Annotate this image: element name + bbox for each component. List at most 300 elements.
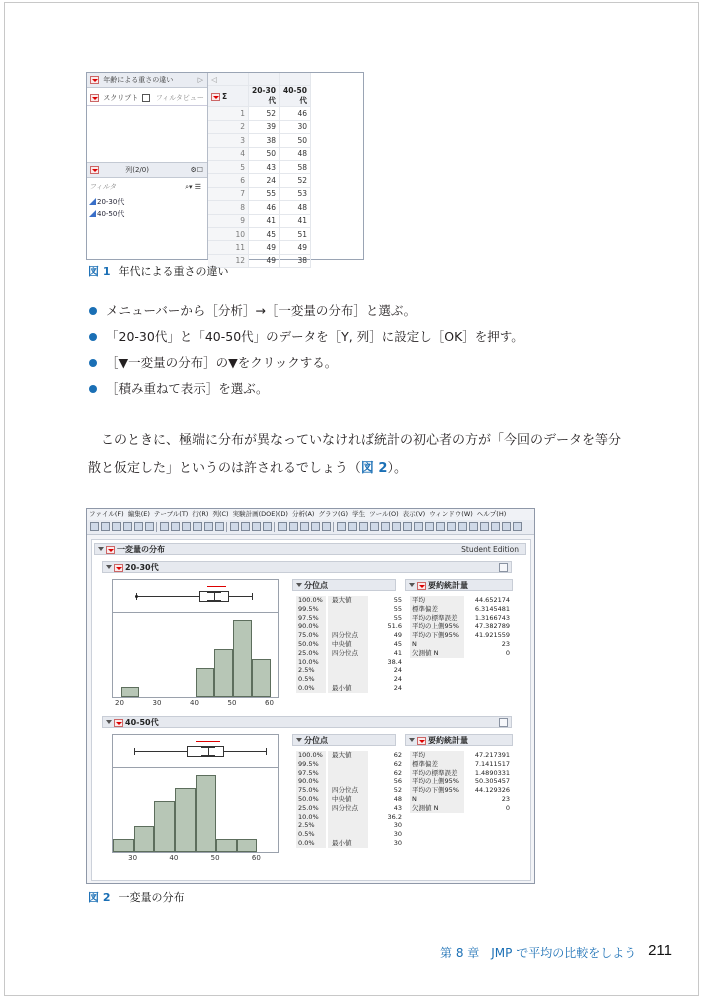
column-header[interactable]: 40-50代 bbox=[280, 86, 311, 107]
cell-shade bbox=[328, 622, 368, 631]
toolbar-tool-icon[interactable] bbox=[215, 522, 224, 531]
red-triangle-icon[interactable] bbox=[417, 737, 426, 745]
red-triangle-icon[interactable] bbox=[106, 546, 115, 554]
outlier-point bbox=[135, 595, 138, 598]
x-tick-label: 60 bbox=[251, 854, 261, 862]
row-number[interactable]: 1 bbox=[208, 107, 249, 120]
search-icon[interactable]: ⌕▾ ☰ bbox=[185, 183, 201, 191]
statistic-label: 平均の標準誤差 bbox=[412, 613, 458, 622]
toolbar-separator bbox=[274, 522, 275, 532]
table-cell[interactable]: 41 bbox=[280, 214, 311, 227]
toolbar-tool-icon[interactable] bbox=[230, 522, 239, 531]
quantile-value: 38.4 bbox=[387, 657, 402, 666]
page-number: 211 bbox=[648, 942, 672, 959]
cell-shade bbox=[328, 614, 368, 623]
data-grid bbox=[208, 73, 363, 266]
column-filter-input[interactable] bbox=[89, 181, 205, 193]
table-cell[interactable]: 49 bbox=[249, 241, 280, 254]
toolbar-tool-icon[interactable] bbox=[359, 522, 368, 531]
filter-placeholder: フィルタ bbox=[89, 183, 117, 191]
toolbar-tool-icon[interactable] bbox=[491, 522, 500, 531]
column-list-item[interactable]: 20-30代 bbox=[89, 197, 124, 207]
quantile-percent: 90.0% bbox=[298, 622, 319, 631]
disclosure-icon[interactable] bbox=[409, 583, 415, 587]
toolbar-tool-icon[interactable] bbox=[90, 522, 99, 531]
quantile-value: 62 bbox=[393, 768, 402, 777]
quantile-percent: 100.0% bbox=[298, 751, 323, 759]
row-number[interactable]: 9 bbox=[208, 214, 249, 227]
toolbar-tool-icon[interactable] bbox=[458, 522, 467, 531]
menu-item[interactable]: 編集(E) bbox=[127, 510, 150, 518]
row-number[interactable]: 12 bbox=[208, 254, 249, 267]
table-cell[interactable]: 41 bbox=[249, 214, 280, 227]
quantile-percent: 0.5% bbox=[298, 675, 315, 684]
quantiles-title: 分位点 bbox=[304, 736, 328, 745]
table-row bbox=[410, 777, 510, 786]
table-row bbox=[296, 830, 402, 839]
section-header[interactable] bbox=[102, 716, 512, 728]
columns-title-bar bbox=[87, 163, 207, 178]
table-row bbox=[410, 786, 510, 795]
table-row bbox=[410, 751, 510, 760]
column-header[interactable]: 20-30代 bbox=[249, 86, 280, 107]
toolbar-tool-icon[interactable] bbox=[480, 522, 489, 531]
toolbar-tool-icon[interactable] bbox=[337, 522, 346, 531]
disclosure-icon[interactable] bbox=[409, 738, 415, 742]
list-item: メニューバーから［分析］→［一変量の分布］と選ぶ。 bbox=[88, 302, 524, 328]
grid-corner[interactable]: ◁ bbox=[208, 73, 249, 86]
table-row bbox=[296, 795, 402, 804]
quantile-value: 51.6 bbox=[387, 622, 402, 631]
table-row bbox=[208, 214, 311, 227]
table-cell[interactable]: 24 bbox=[249, 174, 280, 187]
collapse-arrow-icon[interactable]: ▷ bbox=[197, 76, 203, 84]
red-triangle-icon[interactable] bbox=[114, 719, 123, 727]
quantile-value: 55 bbox=[393, 596, 402, 604]
report-options-icon[interactable] bbox=[499, 718, 508, 727]
statistic-value: 0 bbox=[505, 803, 510, 812]
menu-item[interactable]: 学生 bbox=[352, 510, 366, 518]
checkbox-icon[interactable] bbox=[142, 94, 150, 102]
table-cell[interactable]: 39 bbox=[249, 120, 280, 133]
quantile-value: 30 bbox=[393, 830, 402, 839]
toolbar-tool-icon[interactable] bbox=[348, 522, 357, 531]
toolbar-separator bbox=[333, 522, 334, 532]
row-number[interactable]: 11 bbox=[208, 241, 249, 254]
quantile-percent: 0.0% bbox=[298, 838, 315, 847]
summary-header[interactable] bbox=[405, 734, 513, 746]
menu-item[interactable]: 表示(V) bbox=[402, 510, 426, 518]
summary-table bbox=[410, 751, 510, 813]
cell-shade bbox=[328, 760, 368, 769]
table-row bbox=[410, 760, 510, 769]
quantile-value: 52 bbox=[393, 786, 402, 795]
toolbar-tool-icon[interactable] bbox=[263, 522, 272, 531]
box-whisker bbox=[136, 596, 252, 597]
cell-shade bbox=[328, 813, 368, 822]
table-row bbox=[410, 596, 510, 605]
statistic-label: N bbox=[412, 639, 417, 648]
toolbar-tool-icon[interactable] bbox=[241, 522, 250, 531]
row-number[interactable]: 7 bbox=[208, 187, 249, 200]
x-tick-label: 20 bbox=[115, 699, 124, 707]
column-header-spacer bbox=[249, 73, 280, 86]
toolbar-tool-icon[interactable] bbox=[311, 522, 320, 531]
mean-diamond bbox=[207, 592, 221, 601]
menu-item[interactable]: ヘルプ(H) bbox=[476, 510, 507, 518]
quantile-label: 最小値 bbox=[332, 838, 352, 847]
report-options-icon[interactable] bbox=[499, 563, 508, 572]
toolbar-tool-icon[interactable] bbox=[447, 522, 456, 531]
figure2-screenshot bbox=[86, 508, 535, 884]
column-header-spacer bbox=[280, 73, 311, 86]
table-row bbox=[296, 614, 402, 623]
disclosure-icon[interactable] bbox=[106, 565, 112, 569]
quantile-label: 最大値 bbox=[332, 751, 352, 759]
table-cell[interactable]: 51 bbox=[280, 227, 311, 240]
quantile-label: 四分位点 bbox=[332, 803, 358, 812]
toolbar-tool-icon[interactable] bbox=[403, 522, 412, 531]
menu-item[interactable]: ウィンドウ(W) bbox=[429, 510, 473, 518]
cell-shade bbox=[410, 640, 464, 649]
disclosure-icon[interactable] bbox=[98, 547, 104, 551]
menu-item[interactable]: ファイル(F) bbox=[89, 510, 124, 518]
cell-shade bbox=[328, 666, 368, 675]
quantile-percent: 10.0% bbox=[298, 657, 319, 666]
table-row bbox=[296, 631, 402, 640]
table-row bbox=[296, 596, 402, 605]
shortest-half-bracket bbox=[207, 586, 226, 589]
disclosure-icon[interactable] bbox=[296, 583, 302, 587]
toolbar-tool-icon[interactable] bbox=[425, 522, 434, 531]
histogram-bar bbox=[237, 839, 258, 852]
table-row bbox=[296, 786, 402, 795]
quantile-percent: 97.5% bbox=[298, 613, 319, 622]
disclosure-icon[interactable] bbox=[106, 720, 112, 724]
list-item: ［積み重ねて表示］を選ぶ。 bbox=[88, 380, 524, 406]
table-cell[interactable]: 49 bbox=[280, 241, 311, 254]
statistic-value: 23 bbox=[501, 794, 510, 803]
quantile-value: 56 bbox=[393, 777, 402, 786]
disclosure-icon[interactable] bbox=[296, 738, 302, 742]
table-side-panel bbox=[87, 73, 208, 259]
quantile-value: 41 bbox=[393, 648, 402, 657]
table-row bbox=[208, 160, 311, 173]
edition-label: Student Edition bbox=[461, 545, 519, 554]
toolbar-tool-icon[interactable] bbox=[112, 522, 121, 531]
row-number[interactable]: 5 bbox=[208, 160, 249, 173]
cell-shade bbox=[328, 830, 368, 839]
table-cell[interactable]: 58 bbox=[280, 160, 311, 173]
toolbar-tool-icon[interactable] bbox=[381, 522, 390, 531]
mean-diamond bbox=[201, 747, 215, 756]
histogram-bar bbox=[134, 826, 155, 852]
histogram-bar bbox=[233, 620, 252, 697]
quantile-value: 62 bbox=[393, 751, 402, 759]
quantile-value: 62 bbox=[393, 759, 402, 768]
table-cell[interactable]: 50 bbox=[280, 134, 311, 147]
table-row bbox=[208, 227, 311, 240]
x-tick-label: 50 bbox=[227, 699, 237, 707]
toolbar-tool-icon[interactable] bbox=[322, 522, 331, 531]
table-row bbox=[296, 821, 402, 830]
toolbar-tool-icon[interactable] bbox=[300, 522, 309, 531]
statistic-value: 1.3166743 bbox=[474, 613, 510, 622]
table-row bbox=[208, 107, 311, 120]
table-cell[interactable]: 48 bbox=[280, 201, 311, 214]
row-number[interactable]: 10 bbox=[208, 227, 249, 240]
x-tick-label: 30 bbox=[152, 699, 162, 707]
statistic-value: 50.305457 bbox=[474, 777, 510, 786]
red-triangle-icon[interactable] bbox=[417, 582, 426, 590]
list-item: 「20-30代」と「40-50代」のデータを［Y, 列］に設定し［OK］を押す。 bbox=[88, 328, 524, 354]
data-table bbox=[208, 73, 311, 268]
row-number[interactable]: 6 bbox=[208, 174, 249, 187]
statistic-label: 平均の上側95% bbox=[412, 777, 459, 786]
quantile-value: 45 bbox=[393, 639, 402, 648]
histogram-plot bbox=[112, 579, 279, 698]
histogram-bar bbox=[196, 668, 215, 697]
toolbar-tool-icon[interactable] bbox=[289, 522, 298, 531]
table-cell[interactable]: 50 bbox=[249, 147, 280, 160]
red-triangle-icon[interactable] bbox=[211, 93, 220, 101]
chapter-title: 第 8 章 JMP で平均の比較をしよう bbox=[440, 946, 637, 960]
toolbar-tool-icon[interactable] bbox=[204, 522, 213, 531]
red-triangle-icon[interactable] bbox=[90, 166, 99, 174]
cell-shade bbox=[328, 821, 368, 830]
toolbar-tool-icon[interactable] bbox=[278, 522, 287, 531]
quantile-label: 最大値 bbox=[332, 596, 352, 604]
menu-item[interactable]: テーブル(T) bbox=[153, 510, 189, 518]
table-row bbox=[296, 813, 402, 822]
row-number[interactable]: 3 bbox=[208, 134, 249, 147]
quantile-percent: 75.0% bbox=[298, 631, 319, 640]
toolbar-separator bbox=[226, 522, 227, 532]
summary-title: 要約統計量 bbox=[428, 736, 468, 745]
cell-shade bbox=[328, 605, 368, 614]
red-triangle-icon[interactable] bbox=[90, 94, 99, 102]
summary-header[interactable] bbox=[405, 579, 513, 591]
distribution-report bbox=[91, 539, 531, 881]
quantiles-header[interactable] bbox=[292, 579, 396, 591]
menu-item[interactable]: 実験計画(DOE)(D) bbox=[232, 510, 288, 518]
red-triangle-icon[interactable] bbox=[90, 76, 99, 84]
toolbar-tool-icon[interactable] bbox=[414, 522, 423, 531]
statistic-value: 23 bbox=[501, 639, 510, 648]
toolbar-tool-icon[interactable] bbox=[123, 522, 132, 531]
figure2-caption bbox=[88, 889, 184, 905]
menu-item[interactable]: ツール(O) bbox=[369, 510, 399, 518]
toolbar-tool-icon[interactable] bbox=[134, 522, 143, 531]
histogram-bar bbox=[252, 659, 271, 698]
figure1-screenshot bbox=[86, 72, 364, 266]
table-cell[interactable]: 46 bbox=[249, 201, 280, 214]
quantiles-table bbox=[296, 751, 402, 848]
summary-title: 要約統計量 bbox=[428, 581, 468, 590]
statistic-value: 41.921559 bbox=[474, 631, 510, 640]
statistic-label: 欠測値 N bbox=[412, 803, 439, 812]
statistic-label: 平均の下側95% bbox=[412, 786, 459, 795]
tab-filter-view[interactable]: フィルタビュー bbox=[155, 94, 204, 102]
statistic-value: 44.652174 bbox=[474, 596, 510, 604]
menu-item[interactable]: グラフ(G) bbox=[318, 510, 349, 518]
quantile-percent: 50.0% bbox=[298, 794, 319, 803]
table-cell[interactable]: 52 bbox=[280, 174, 311, 187]
x-tick-label: 40 bbox=[169, 854, 179, 862]
quantile-value: 49 bbox=[393, 631, 402, 640]
toolbar-tool-icon[interactable] bbox=[101, 522, 110, 531]
quantile-percent: 90.0% bbox=[298, 777, 319, 786]
list-item: ［▼一変量の分布］の▼をクリックする。 bbox=[88, 354, 524, 380]
toolbar bbox=[87, 520, 534, 535]
statistic-label: 欠測値 N bbox=[412, 648, 439, 657]
statistic-label: 標準偏差 bbox=[412, 604, 438, 613]
cell-shade bbox=[328, 769, 368, 778]
script-tabs bbox=[87, 91, 207, 106]
table-cell[interactable]: 53 bbox=[280, 187, 311, 200]
section-title: 40-50代 bbox=[125, 718, 159, 727]
table-cell[interactable]: 48 bbox=[280, 147, 311, 160]
table-row bbox=[410, 804, 510, 813]
toolbar-tool-icon[interactable] bbox=[469, 522, 478, 531]
table-row bbox=[410, 605, 510, 614]
menu-item[interactable]: 分析(A) bbox=[291, 510, 315, 518]
statistic-value: 7.1411517 bbox=[474, 759, 510, 768]
quantile-percent: 99.5% bbox=[298, 604, 319, 613]
histogram-bar bbox=[196, 775, 217, 852]
quantile-percent: 2.5% bbox=[298, 666, 315, 675]
quantile-value: 24 bbox=[393, 683, 402, 692]
red-triangle-icon[interactable] bbox=[114, 564, 123, 572]
toolbar-tool-icon[interactable] bbox=[436, 522, 445, 531]
table-cell[interactable]: 49 bbox=[249, 254, 280, 267]
table-row bbox=[296, 666, 402, 675]
table-cell[interactable]: 45 bbox=[249, 227, 280, 240]
table-row bbox=[296, 649, 402, 658]
table-row bbox=[410, 631, 510, 640]
column-tools-icon[interactable]: ⚙☐ bbox=[190, 166, 203, 174]
row-number[interactable]: 2 bbox=[208, 120, 249, 133]
step-list bbox=[88, 302, 524, 406]
report-header[interactable] bbox=[94, 543, 526, 555]
whisker-cap bbox=[266, 748, 267, 755]
table-row bbox=[296, 640, 402, 649]
quantile-label: 最小値 bbox=[332, 683, 352, 692]
histogram-bar bbox=[154, 801, 175, 852]
menu-item[interactable]: 列(C) bbox=[212, 510, 229, 518]
quantile-label: 中央値 bbox=[332, 794, 352, 803]
table-row bbox=[208, 241, 311, 254]
toolbar-tool-icon[interactable] bbox=[182, 522, 191, 531]
toolbar-tool-icon[interactable] bbox=[502, 522, 511, 531]
histogram-bar bbox=[113, 839, 134, 852]
x-tick-label: 40 bbox=[190, 699, 199, 707]
figure-number: 図 2 bbox=[88, 891, 111, 904]
quantile-percent: 0.0% bbox=[298, 683, 315, 692]
quantile-label: 四分位点 bbox=[332, 631, 358, 640]
whisker-cap bbox=[252, 593, 253, 600]
toolbar-tool-icon[interactable] bbox=[392, 522, 401, 531]
table-row bbox=[296, 839, 402, 848]
table-cell[interactable]: 52 bbox=[249, 107, 280, 120]
script-area bbox=[87, 106, 207, 163]
menu-bar bbox=[87, 509, 534, 520]
toolbar-tool-icon[interactable] bbox=[145, 522, 154, 531]
figure-reference: 図 2 bbox=[360, 461, 388, 476]
quantile-percent: 2.5% bbox=[298, 821, 315, 830]
quantiles-table bbox=[296, 596, 402, 693]
table-row bbox=[296, 684, 402, 693]
statistic-label: 標準偏差 bbox=[412, 759, 438, 768]
statistic-label: 平均の上側95% bbox=[412, 622, 459, 631]
statistic-label: 平均の標準誤差 bbox=[412, 768, 458, 777]
quantile-percent: 75.0% bbox=[298, 786, 319, 795]
quantiles-title: 分位点 bbox=[304, 581, 328, 590]
table-cell[interactable]: 46 bbox=[280, 107, 311, 120]
statistic-value: 47.382789 bbox=[474, 622, 510, 631]
statistic-value: 44.129326 bbox=[474, 786, 510, 795]
toolbar-tool-icon[interactable] bbox=[370, 522, 379, 531]
table-row bbox=[296, 769, 402, 778]
x-tick-label: 30 bbox=[128, 854, 138, 862]
quantile-value: 48 bbox=[393, 794, 402, 803]
caption-text: 年代による重さの違い bbox=[118, 265, 229, 278]
statistic-label: 平均の下側95% bbox=[412, 631, 459, 640]
table-cell[interactable]: 43 bbox=[249, 160, 280, 173]
caption-text: 一変量の分布 bbox=[118, 891, 185, 904]
x-tick-label: 60 bbox=[265, 699, 274, 707]
section-header[interactable] bbox=[102, 561, 512, 573]
table-row bbox=[410, 640, 510, 649]
statistic-value: 0 bbox=[505, 648, 510, 657]
toolbar-tool-icon[interactable] bbox=[171, 522, 180, 531]
menu-item[interactable]: 行(R) bbox=[192, 510, 209, 518]
row-header-corner[interactable]: Σ bbox=[208, 86, 249, 107]
quantile-percent: 99.5% bbox=[298, 759, 319, 768]
toolbar-tool-icon[interactable] bbox=[513, 522, 522, 531]
histogram-bar bbox=[175, 788, 196, 852]
table-cell[interactable]: 38 bbox=[280, 254, 311, 267]
columns-title: 列(2/0) bbox=[125, 166, 149, 174]
table-row bbox=[208, 201, 311, 214]
table-cell[interactable]: 55 bbox=[249, 187, 280, 200]
table-cell[interactable]: 38 bbox=[249, 134, 280, 147]
row-number[interactable]: 8 bbox=[208, 201, 249, 214]
histogram-bar bbox=[216, 839, 237, 852]
toolbar-tool-icon[interactable] bbox=[252, 522, 261, 531]
section-title: 20-30代 bbox=[125, 563, 159, 572]
quantile-percent: 97.5% bbox=[298, 768, 319, 777]
toolbar-separator bbox=[156, 522, 157, 532]
toolbar-tool-icon[interactable] bbox=[160, 522, 169, 531]
table-cell[interactable]: 30 bbox=[280, 120, 311, 133]
quantile-percent: 25.0% bbox=[298, 803, 319, 812]
toolbar-tool-icon[interactable] bbox=[193, 522, 202, 531]
histogram-plot bbox=[112, 734, 279, 853]
quantiles-header[interactable] bbox=[292, 734, 396, 746]
tab-script[interactable]: スクリプト bbox=[103, 94, 139, 102]
table-row bbox=[296, 658, 402, 667]
row-number[interactable]: 4 bbox=[208, 147, 249, 160]
statistic-value: 1.4890331 bbox=[474, 768, 510, 777]
statistic-label: 平均 bbox=[412, 751, 425, 759]
table-row bbox=[410, 649, 510, 658]
summary-table bbox=[410, 596, 510, 658]
column-list-item[interactable]: 40-50代 bbox=[89, 209, 124, 219]
box-plot bbox=[113, 580, 278, 613]
quantile-percent: 0.5% bbox=[298, 830, 315, 839]
table-row bbox=[410, 622, 510, 631]
